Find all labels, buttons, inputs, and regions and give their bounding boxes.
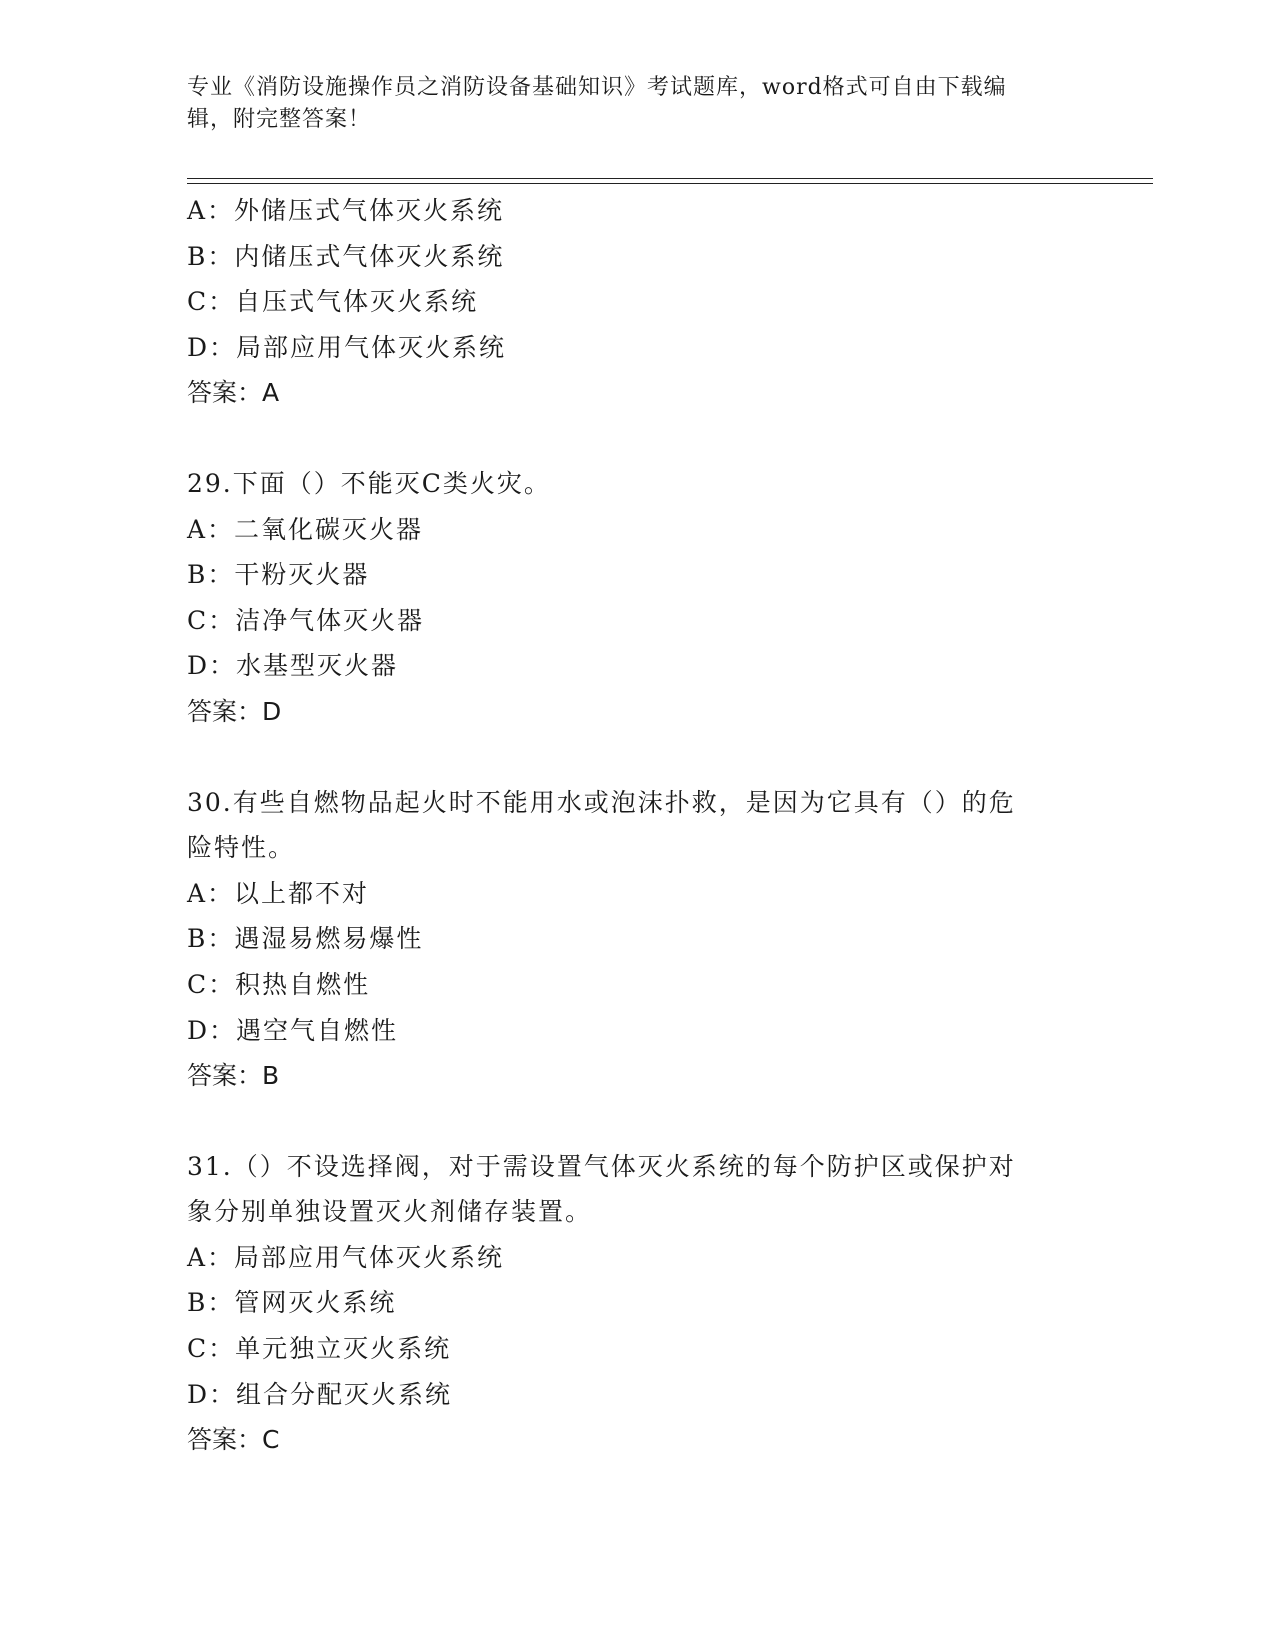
option-a: A：局部应用气体灭火系统	[187, 1242, 505, 1272]
option-c: C：自压式气体灭火系统	[187, 287, 479, 317]
option-b: B：干粉灭火器	[187, 560, 370, 590]
option-b: B：遇湿易燃易爆性	[187, 924, 424, 954]
question-stem: 31.（）不设选择阀，对于需设置气体灭火系统的每个防护区或保护对	[187, 1151, 1016, 1181]
option-d: D：组合分配灭火系统	[187, 1379, 453, 1409]
spacer	[187, 1099, 1067, 1144]
question-stem-continued: 险特性。	[187, 833, 296, 863]
answer-line: 答案：A	[187, 378, 280, 408]
answer-line: 答案：B	[187, 1061, 280, 1091]
option-a: A：外储压式气体灭火系统	[187, 196, 505, 225]
document-header	[187, 72, 1067, 136]
question-28-continued	[187, 188, 1067, 416]
option-a: A：二氧化碳灭火器	[187, 514, 424, 544]
question-list	[187, 188, 1067, 1463]
question-stem-continued: 象分别单独设置灭火剂储存装置。	[187, 1197, 593, 1227]
option-b: B：内储压式气体灭火系统	[187, 241, 505, 271]
option-d: D：水基型灭火器	[187, 651, 399, 681]
question-stem: 29.下面（）不能灭C类火灾。	[187, 468, 551, 498]
option-d: D：局部应用气体灭火系统	[187, 332, 507, 362]
question-30	[187, 780, 1067, 1099]
answer-line: 答案：D	[187, 696, 282, 726]
spacer	[187, 735, 1067, 780]
header-divider-bottom	[187, 183, 1153, 184]
answer-line: 答案：C	[187, 1425, 280, 1455]
option-a: A：以上都不对	[187, 878, 370, 908]
option-d: D：遇空气自燃性	[187, 1015, 399, 1045]
option-c: C：积热自燃性	[187, 969, 371, 999]
question-29	[187, 461, 1067, 735]
question-31	[187, 1144, 1067, 1463]
option-c: C：单元独立灭火系统	[187, 1334, 452, 1364]
header-line-1: 专业《消防设施操作员之消防设备基础知识》考试题库，word格式可自由下载编	[187, 75, 1007, 100]
header-divider-top	[187, 178, 1153, 179]
option-b: B：管网灭火系统	[187, 1288, 397, 1318]
header-line-2: 辑，附完整答案！	[187, 107, 372, 132]
option-c: C：洁净气体灭火器	[187, 605, 425, 635]
spacer	[187, 416, 1067, 461]
question-stem: 30.有些自燃物品起火时不能用水或泡沫扑救，是因为它具有（）的危	[187, 787, 1016, 817]
